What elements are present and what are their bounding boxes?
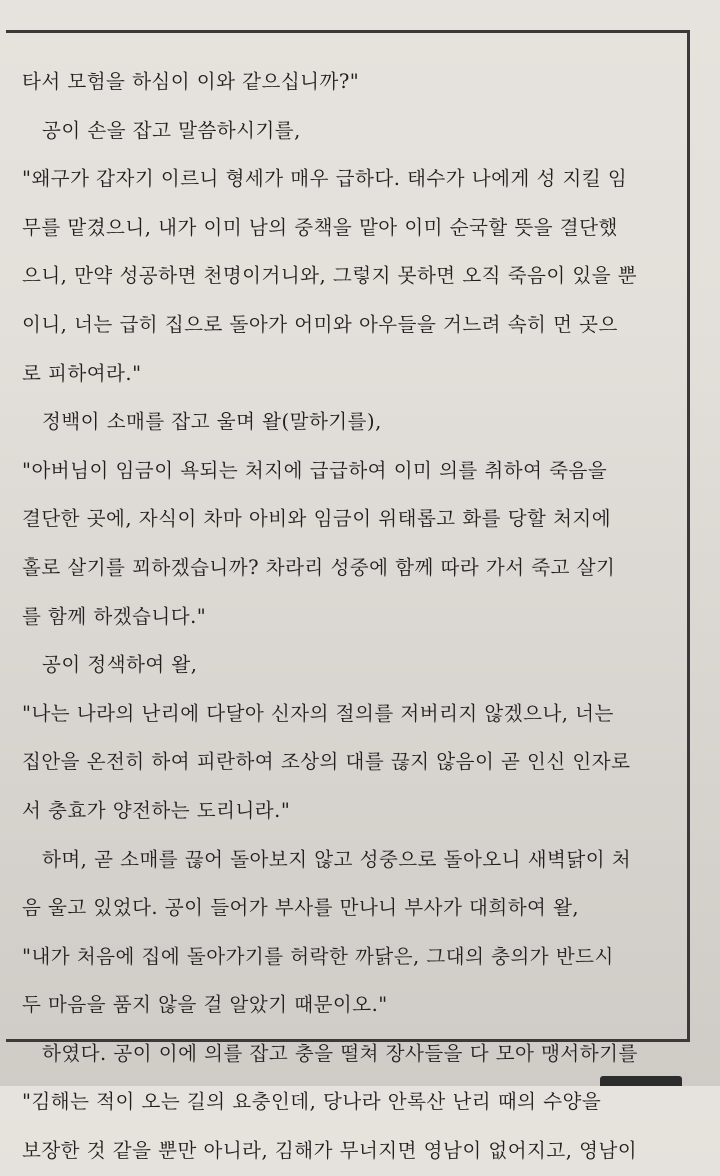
text-line: 음 울고 있었다. 공이 들어가 부사를 만나니 부사가 대희하여 왈, bbox=[22, 896, 580, 920]
text-line: 하며, 곧 소매를 끊어 돌아보지 않고 성중으로 돌아오니 새벽닭이 처 bbox=[42, 847, 632, 871]
text-line: 공이 손을 잡고 말씀하시기를, bbox=[42, 118, 301, 142]
body-text bbox=[22, 58, 662, 1176]
text-line: 하였다. 공이 이에 의를 잡고 충을 떨쳐 장사들을 다 모아 맹서하기를 bbox=[42, 1041, 638, 1065]
text-line: 집안을 온전히 하여 피란하여 조상의 대를 끊지 않음이 곧 인신 인자로 bbox=[22, 750, 631, 774]
text-line: 결단한 곳에, 자식이 차마 아비와 임금이 위태롭고 화를 당할 처지에 bbox=[22, 507, 612, 531]
text-line: 공이 정색하여 왈, bbox=[42, 653, 198, 677]
text-line: "김해는 적이 오는 길의 요충인데, 당나라 안록산 난리 때의 수양을 bbox=[22, 1090, 602, 1114]
text-line: "나는 나라의 난리에 다달아 신자의 절의를 저버리지 않겠으나, 너는 bbox=[22, 701, 614, 725]
text-line: 홀로 살기를 꾀하겠습니까? 차라리 성중에 함께 따라 가서 죽고 살기 bbox=[22, 555, 616, 579]
text-line: 으니, 만약 성공하면 천명이거니와, 그렇지 못하면 오직 죽음이 있을 뿐 bbox=[22, 264, 638, 288]
text-line: "왜구가 갑자기 이르니 형세가 매우 급하다. 태수가 나에게 성 지킬 임 bbox=[22, 167, 628, 191]
footer-mark bbox=[600, 1062, 710, 1086]
text-line: 보장한 것 같을 뿐만 아니라, 김해가 무너지면 영남이 없어지고, 영남이 bbox=[22, 1139, 638, 1163]
text-line: "내가 처음에 집에 돌아가기를 허락한 까닭은, 그대의 충의가 반드시 bbox=[22, 944, 614, 968]
text-line: 를 함께 하겠습니다." bbox=[22, 604, 207, 628]
text-line: 무를 맡겼으니, 내가 이미 남의 중책을 맡아 이미 순국할 뜻을 결단했 bbox=[22, 215, 618, 239]
text-line: 서 충효가 양전하는 도리니라." bbox=[22, 798, 291, 822]
text-line: "아버님이 임금이 욕되는 처지에 급급하여 이미 의를 취하여 죽음을 bbox=[22, 458, 608, 482]
text-line: 로 피하여라." bbox=[22, 361, 142, 385]
text-line: 두 마음을 품지 않을 걸 알았기 때문이오." bbox=[22, 993, 388, 1017]
text-line: 이니, 너는 급히 집으로 돌아가 어미와 아우들을 거느려 속히 먼 곳으 bbox=[22, 312, 618, 336]
text-line: 정백이 소매를 잡고 울며 왈(말하기를), bbox=[42, 410, 382, 434]
text-line: 타서 모험을 하심이 이와 같으십니까?" bbox=[22, 70, 360, 93]
footer-mark-shape bbox=[600, 1076, 682, 1086]
